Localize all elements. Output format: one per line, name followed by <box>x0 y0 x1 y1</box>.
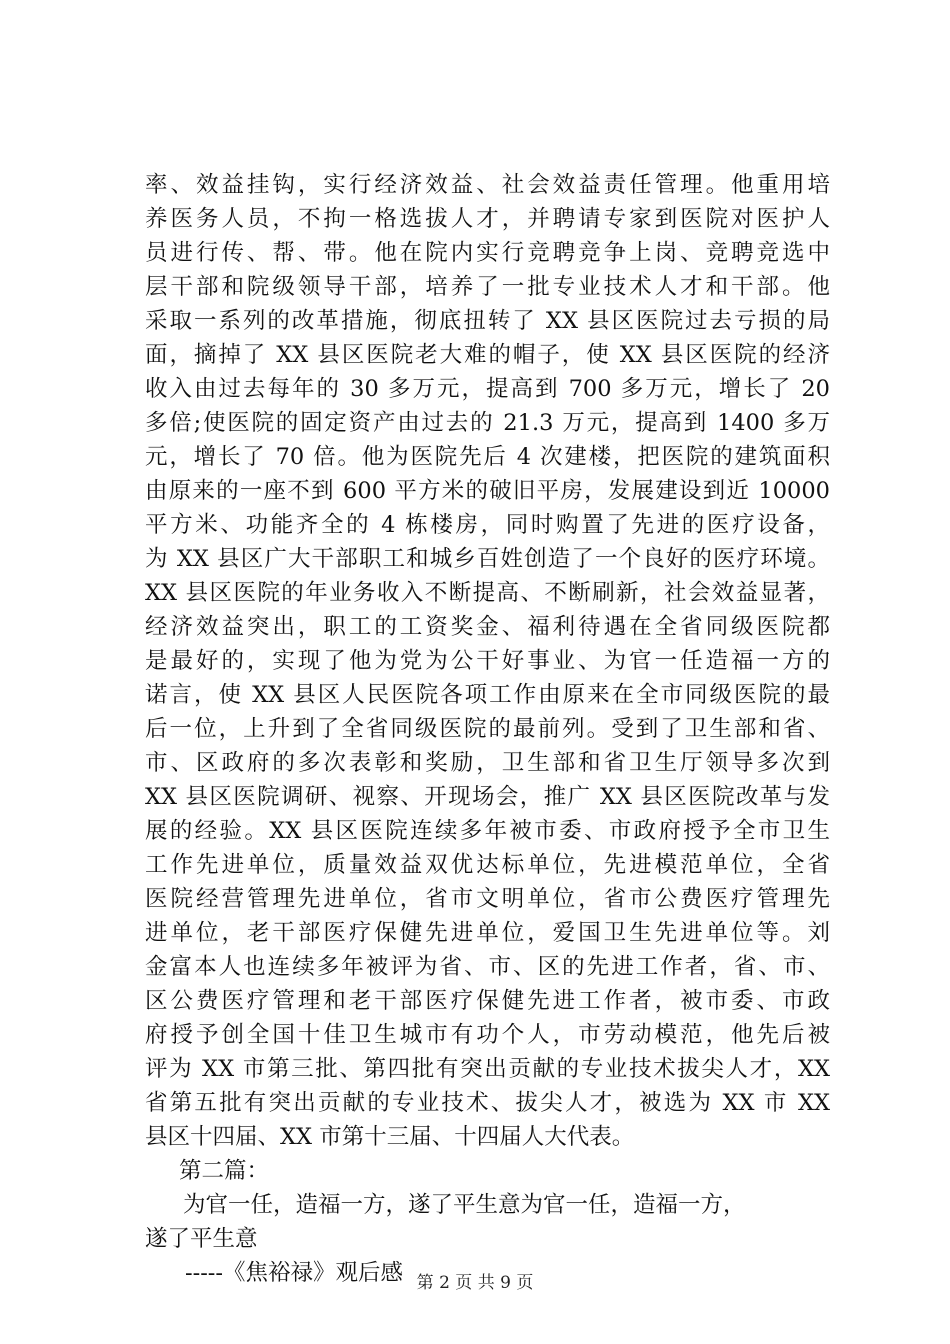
body-line: 后一位，上升到了全省同级医院的最前列。受到了卫生部和省、 <box>145 716 830 742</box>
page-number-footer: 第 2 页 共 9 页 <box>416 1273 534 1293</box>
body-line: XX 县区医院调研、视察、开现场会，推广 XX 县区医院改革与发 <box>145 784 830 810</box>
body-line: 元，增长了 70 倍。他为医院先后 4 次建楼，把医院的建筑面积 <box>145 444 830 470</box>
document-body <box>145 168 830 1290</box>
body-line: 府授予创全国十佳卫生城市有功个人，市劳动模范，他先后被 <box>145 1022 830 1048</box>
body-line: 养医务人员，不拘一格选拔人才，并聘请专家到医院对医护人 <box>145 206 830 232</box>
section-heading: 第二篇： <box>179 1158 270 1184</box>
body-line: 由原来的一座不到 600 平方米的破旧平房，发展建设到近 10000 <box>145 478 830 504</box>
body-line: XX 县区医院的年业务收入不断提高、不断刷新，社会效益显著， <box>145 580 830 606</box>
body-line: 诺言，使 XX 县区人民医院各项工作由原来在全市同级医院的最 <box>145 682 830 708</box>
essay-subtitle: -----《焦裕禄》观后感 <box>185 1260 404 1286</box>
body-line: 金富本人也连续多年被评为省、市、区的先进工作者，省、市、 <box>145 954 830 980</box>
body-line: 率、效益挂钩，实行经济效益、社会效益责任管理。他重用培 <box>145 172 830 198</box>
body-line: 省第五批有突出贡献的专业技术、拔尖人才，被选为 XX 市 XX <box>145 1090 830 1116</box>
body-line: 进单位，老干部医疗保健先进单位，爱国卫生先进单位等。刘 <box>145 920 830 946</box>
body-line: 市、区政府的多次表彰和奖励，卫生部和省卫生厅领导多次到 <box>145 750 830 776</box>
body-line: 区公费医疗管理和老干部医疗保健先进工作者，被市委、市政 <box>145 988 830 1014</box>
body-line: 评为 XX 市第三批、第四批有突出贡献的专业技术拔尖人才，XX <box>145 1056 830 1082</box>
essay-title: 为官一任，造福一方，遂了平生意为官一任，造福一方， <box>183 1192 746 1218</box>
body-line: 经济效益突出，职工的工资奖金、福利待遇在全省同级医院都 <box>145 614 830 640</box>
body-line: 层干部和院级领导干部，培养了一批专业技术人才和干部。他 <box>145 274 830 300</box>
body-line: 多倍;使医院的固定资产由过去的 21.3 万元，提高到 1400 多万 <box>145 410 830 436</box>
body-line: 展的经验。XX 县区医院连续多年被市委、市政府授予全市卫生 <box>145 818 830 844</box>
body-line: 县区十四届、XX 市第十三届、十四届人大代表。 <box>145 1124 635 1150</box>
body-line: 面，摘掉了 XX 县区医院老大难的帽子，使 XX 县区医院的经济 <box>145 342 830 368</box>
body-line: 平方米、功能齐全的 4 栋楼房，同时购置了先进的医疗设备， <box>145 512 830 538</box>
body-line: 收入由过去每年的 30 多万元，提高到 700 多万元，增长了 20 <box>145 376 830 402</box>
body-line: 医院经营管理先进单位，省市文明单位，省市公费医疗管理先 <box>145 886 830 912</box>
body-line: 是最好的，实现了他为党为公干好事业、为官一任造福一方的 <box>145 648 830 674</box>
essay-title-continued: 遂了平生意 <box>145 1226 258 1252</box>
body-line: 采取一系列的改革措施，彻底扭转了 XX 县区医院过去亏损的局 <box>145 308 830 334</box>
body-line: 员进行传、帮、带。他在院内实行竞聘竞争上岗、竞聘竞选中 <box>145 240 830 266</box>
body-line: 工作先进单位，质量效益双优达标单位，先进模范单位，全省 <box>145 852 830 878</box>
body-line: 为 XX 县区广大干部职工和城乡百姓创造了一个良好的医疗环境。 <box>145 546 830 572</box>
